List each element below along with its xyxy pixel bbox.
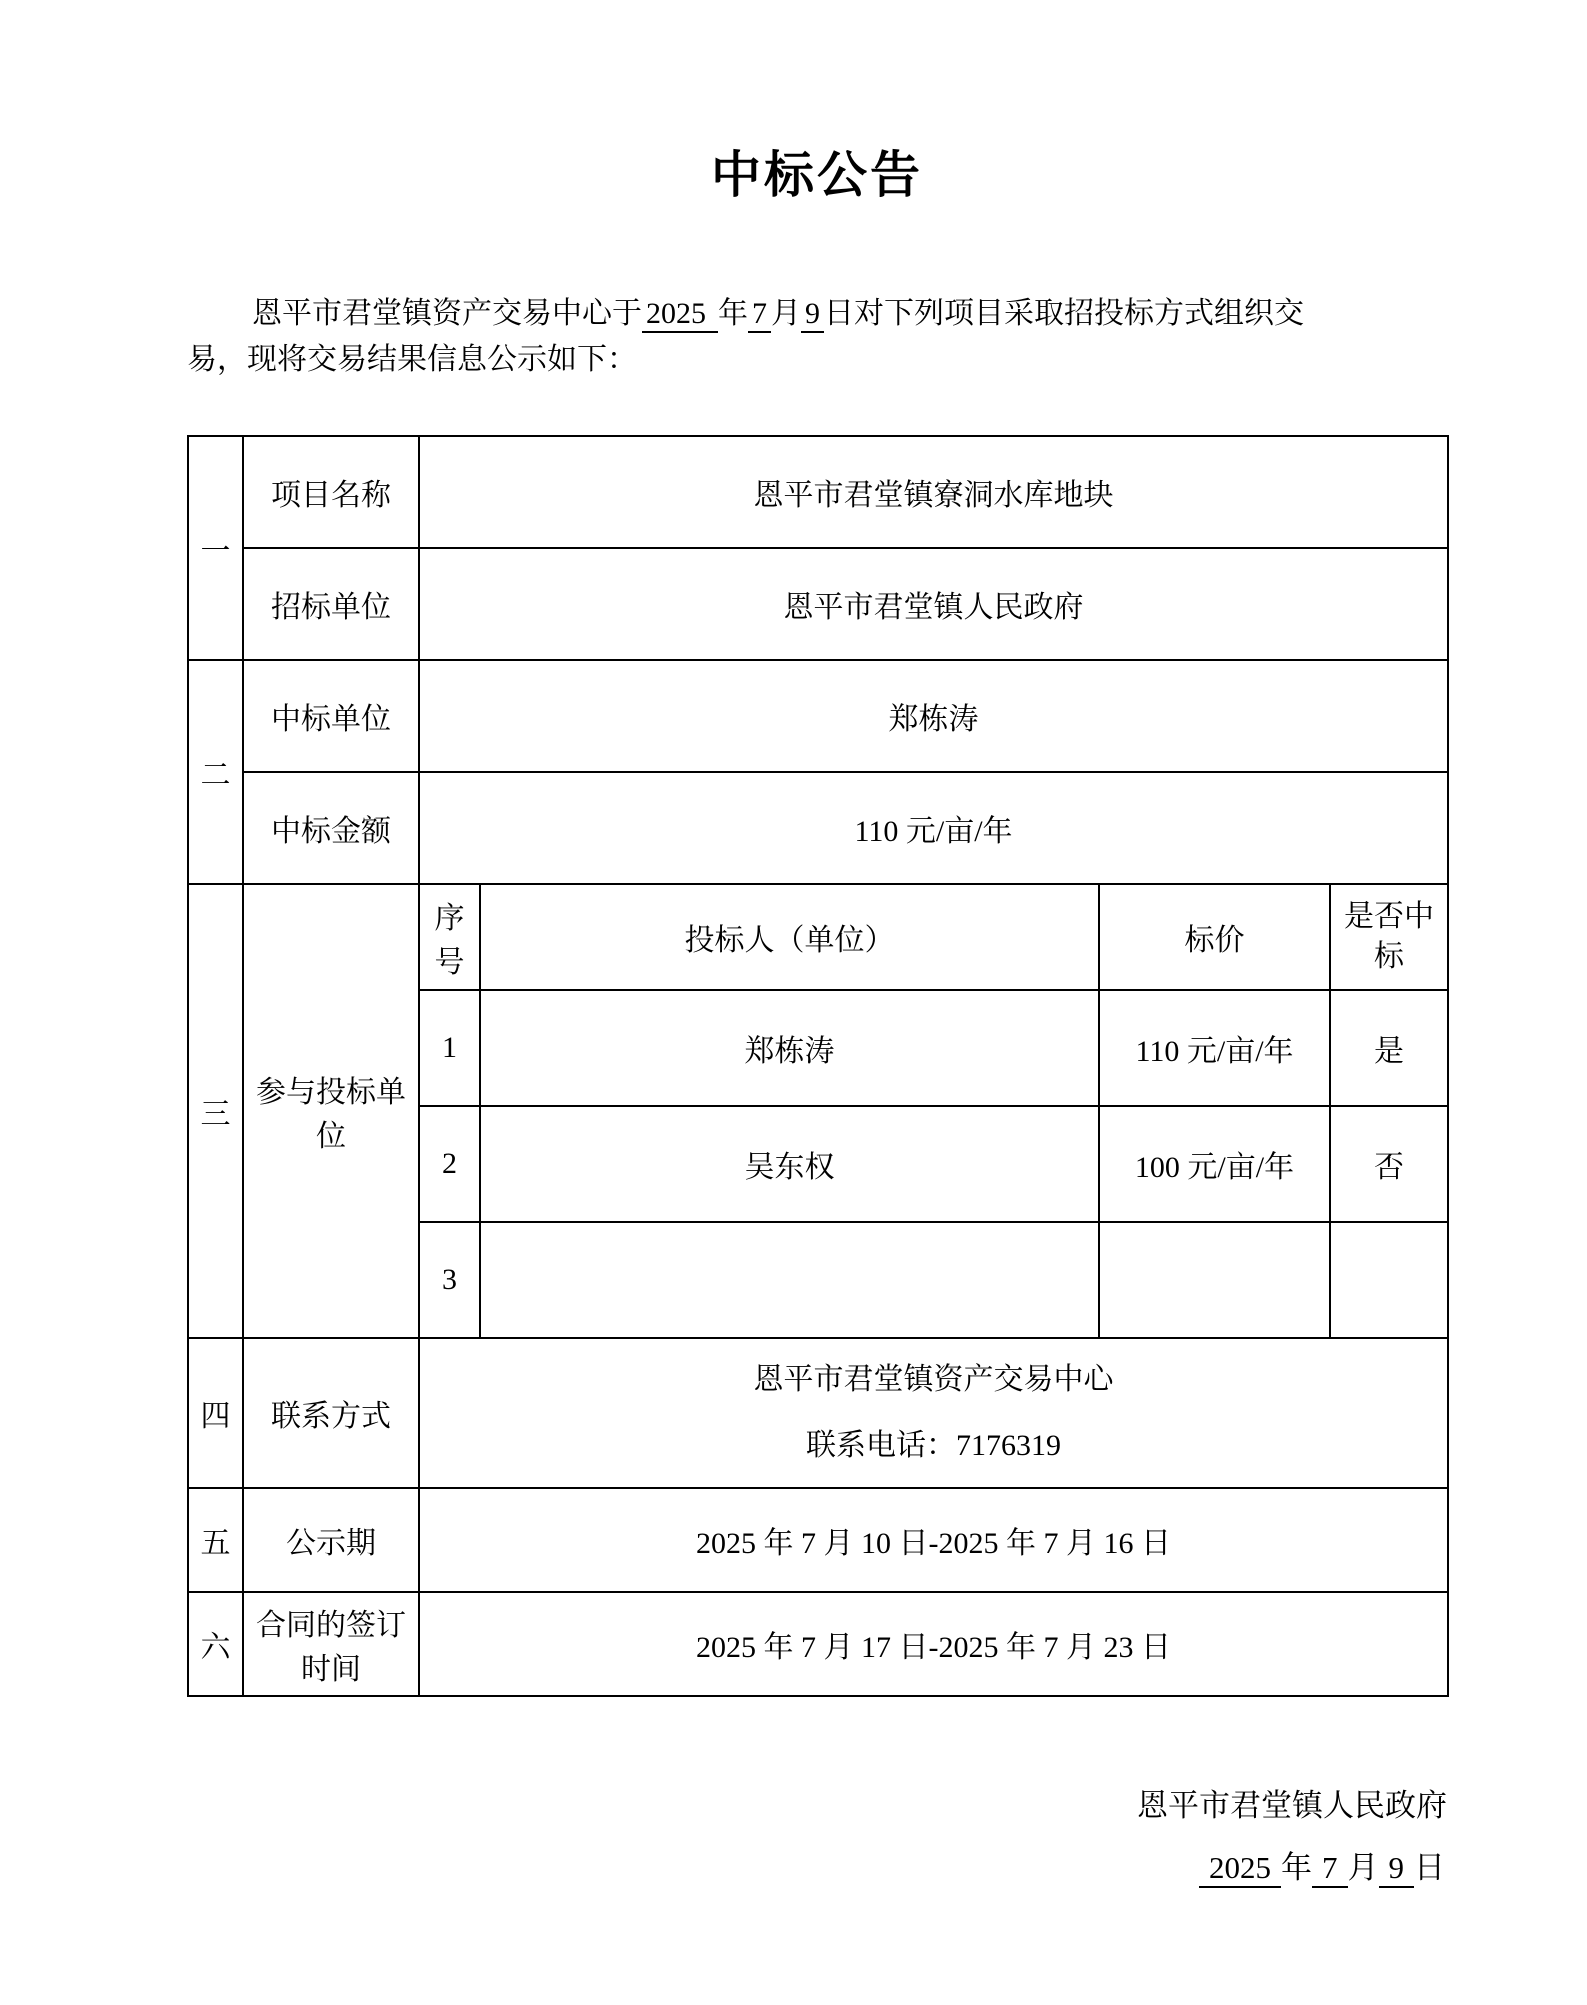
intro-year-underlined: 2025 xyxy=(642,297,718,333)
signature-month-underlined: 7 xyxy=(1312,1850,1348,1888)
col-header-won xyxy=(1330,884,1448,990)
bidder-no: 1 xyxy=(419,990,480,1106)
bidder-name: 吴东权 xyxy=(480,1106,1099,1222)
tender-unit-value: 恩平市君堂镇人民政府 xyxy=(419,548,1448,660)
intro-text-post: 日对下列项目采取招投标方式组织交 xyxy=(824,297,1304,330)
intro-year-label: 年 xyxy=(718,297,748,330)
signature-org: 恩平市君堂镇人民政府 xyxy=(1137,1788,1447,1823)
contract-time-value: 2025 年 7 月 17 日-2025 年 7 月 23 日 xyxy=(419,1592,1448,1696)
bidder-price: 110 元/亩/年 xyxy=(1099,990,1330,1106)
bidder-won: 否 xyxy=(1330,1106,1448,1222)
contact-phone: 联系电话：7176319 xyxy=(806,1429,1061,1462)
winning-amount-value: 110 元/亩/年 xyxy=(419,772,1448,884)
project-name-value: 恩平市君堂镇寮洞水库地块 xyxy=(419,436,1448,548)
intro-line-2: 易，现将交易结果信息公示如下： xyxy=(187,343,637,376)
intro-month-label: 月 xyxy=(771,297,801,330)
table-row xyxy=(188,660,1448,772)
table-row xyxy=(188,548,1448,660)
intro-paragraph xyxy=(187,291,1447,383)
bid-result-table xyxy=(187,435,1449,1697)
signature-day-label: 日 xyxy=(1414,1850,1445,1886)
col-header-price: 标价 xyxy=(1099,884,1330,990)
content-column xyxy=(187,148,1447,1888)
project-name-label: 项目名称 xyxy=(243,436,419,548)
publicity-period-row xyxy=(188,1488,1448,1592)
table-row xyxy=(188,436,1448,548)
table-row xyxy=(188,772,1448,884)
signature-year-label: 年 xyxy=(1281,1850,1312,1886)
winner-unit-value: 郑栋涛 xyxy=(419,660,1448,772)
section-number-2: 二 xyxy=(188,660,243,884)
tender-unit-label: 招标单位 xyxy=(243,548,419,660)
winner-unit-label: 中标单位 xyxy=(243,660,419,772)
bidder-name xyxy=(480,1222,1099,1338)
publicity-period-value: 2025 年 7 月 10 日-2025 年 7 月 16 日 xyxy=(419,1488,1448,1592)
bidder-price: 100 元/亩/年 xyxy=(1099,1106,1330,1222)
signature-date xyxy=(187,1848,1447,1888)
section-number-4: 四 xyxy=(188,1338,243,1488)
signature-month-label: 月 xyxy=(1347,1850,1379,1886)
contact-org: 恩平市君堂镇资产交易中心 xyxy=(753,1363,1114,1396)
contact-label: 联系方式 xyxy=(243,1338,419,1488)
bidder-no: 3 xyxy=(419,1222,480,1338)
bidder-won xyxy=(1330,1222,1448,1338)
contact-value xyxy=(419,1338,1448,1488)
publicity-period-label: 公示期 xyxy=(243,1488,419,1592)
col-header-bidder: 投标人（单位） xyxy=(480,884,1099,990)
intro-day-underlined: 9 xyxy=(801,297,824,333)
bidder-name: 郑栋涛 xyxy=(480,990,1099,1106)
signature-day-underlined: 9 xyxy=(1379,1850,1415,1888)
contact-row xyxy=(188,1338,1448,1488)
bidders-header-row xyxy=(188,884,1448,990)
page-title: 中标公告 xyxy=(711,147,923,203)
intro-text-pre: 恩平市君堂镇资产交易中心于 xyxy=(252,297,642,330)
contract-time-label: 合同的签订时间 xyxy=(243,1592,419,1696)
col-header-no: 序号 xyxy=(419,884,480,990)
bidders-section-label: 参与投标单位 xyxy=(243,884,419,1338)
bidder-won: 是 xyxy=(1330,990,1448,1106)
signature-block xyxy=(187,1787,1447,1888)
contract-time-row xyxy=(188,1592,1448,1696)
section-number-1: 一 xyxy=(188,436,243,660)
bidder-price xyxy=(1099,1222,1330,1338)
col-header-won-text: 是否中标 xyxy=(1344,899,1434,973)
bidder-no: 2 xyxy=(419,1106,480,1222)
section-number-3: 三 xyxy=(188,884,243,1338)
winning-amount-label: 中标金额 xyxy=(243,772,419,884)
section-number-5: 五 xyxy=(188,1488,243,1592)
intro-line-1 xyxy=(187,291,1447,337)
section-number-6: 六 xyxy=(188,1592,243,1696)
signature-year-underlined: 2025 xyxy=(1199,1850,1281,1888)
intro-month-underlined: 7 xyxy=(748,297,771,333)
